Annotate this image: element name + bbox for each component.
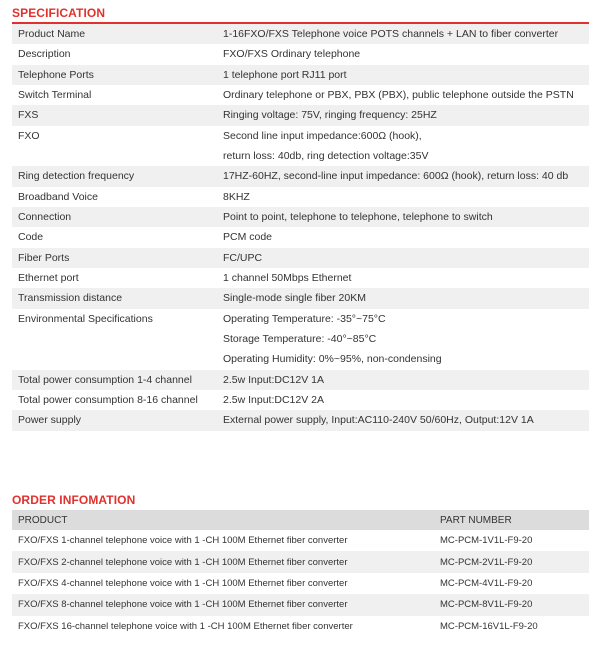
spec-row <box>12 85 589 105</box>
spec-label <box>12 146 217 166</box>
spec-value: Single-mode single fiber 20KM <box>217 288 589 308</box>
spec-value: return loss: 40db, ring detection voltage:35V <box>223 150 429 163</box>
spec-value: Ordinary telephone or PBX, PBX (PBX), public telephone outside the PSTN <box>223 89 574 102</box>
part-number-cell: MC-PCM-2V1L-F9-20 <box>434 551 589 572</box>
spec-value: Point to point, telephone to telephone, telephone to switch <box>217 207 589 227</box>
spec-value: External power supply, Input:AC110-240V 50/60Hz, Output:12V 1A <box>217 410 589 430</box>
spec-row <box>12 44 589 64</box>
order-row <box>12 573 589 594</box>
order-information-title: ORDER INFOMATION <box>12 493 136 507</box>
order-row <box>12 616 589 637</box>
spec-value: 1 telephone port RJ11 port <box>217 65 589 85</box>
product-cell: FXO/FXS 1-channel telephone voice with 1 -CH 100M Ethernet fiber converter <box>18 535 348 547</box>
spec-value: Operating Temperature: -35°~75°C <box>223 312 386 325</box>
spec-label: Product Name <box>12 24 217 44</box>
spec-label <box>12 329 217 349</box>
spec-value: Second line input impedance:600Ω (hook), <box>223 129 422 142</box>
spec-value: Operating Humidity: 0%~95%, non-condensing <box>223 353 442 366</box>
spec-row <box>12 24 589 44</box>
spec-value: FXO/FXS Ordinary telephone <box>223 48 361 61</box>
spec-row <box>12 329 589 349</box>
product-column-header: PRODUCT <box>12 510 434 530</box>
product-cell: FXO/FXS 4-channel telephone voice with 1 -CH 100M Ethernet fiber converter <box>18 577 348 589</box>
spec-label: Ethernet port <box>18 272 79 285</box>
spec-value: Storage Temperature: -40°~85°C <box>223 333 377 346</box>
spec-row <box>12 207 589 227</box>
spec-label: FXS <box>12 105 217 125</box>
part-number-cell: MC-PCM-16V1L-F9-20 <box>440 620 538 632</box>
order-row <box>12 530 589 551</box>
order-table <box>12 510 589 637</box>
spec-label: Environmental Specifications <box>18 312 153 325</box>
spec-label: Code <box>18 231 44 244</box>
specification-title: SPECIFICATION <box>12 6 106 20</box>
order-row <box>12 594 589 615</box>
spec-row <box>12 309 589 329</box>
spec-label: Total power consumption 8-16 channel <box>18 394 198 407</box>
specification-table <box>12 24 589 431</box>
part-number-column-header: PART NUMBER <box>434 510 589 530</box>
spec-label: Telephone Ports <box>12 65 217 85</box>
spec-value: 17HZ-60HZ, second-line input impedance: 600Ω (hook), return loss: 40 db <box>217 166 589 186</box>
spec-row <box>12 390 589 410</box>
spec-value: 1 channel 50Mbps Ethernet <box>223 272 352 285</box>
product-cell: FXO/FXS 8-channel telephone voice with 1 -CH 100M Ethernet fiber converter <box>12 594 434 615</box>
spec-value: PCM code <box>223 231 273 244</box>
spec-row <box>12 288 589 308</box>
spec-label: Description <box>18 48 71 61</box>
spec-value: 1-16FXO/FXS Telephone voice POTS channels + LAN to fiber converter <box>217 24 589 44</box>
spec-label: Total power consumption 1-4 channel <box>12 370 217 390</box>
order-row <box>12 551 589 572</box>
spec-row <box>12 187 589 207</box>
spec-row <box>12 146 589 166</box>
order-header-row <box>12 510 589 530</box>
spec-label: Switch Terminal <box>18 89 92 102</box>
spec-row <box>12 227 589 247</box>
spec-label: Ring detection frequency <box>12 166 217 186</box>
part-number-cell: MC-PCM-4V1L-F9-20 <box>440 577 533 589</box>
spec-row <box>12 410 589 430</box>
product-cell: FXO/FXS 16-channel telephone voice with 1 -CH 100M Ethernet fiber converter <box>18 620 353 632</box>
spec-label: Connection <box>12 207 217 227</box>
spec-row <box>12 126 589 146</box>
part-number-cell: MC-PCM-8V1L-F9-20 <box>434 594 589 615</box>
spec-label: Broadband Voice <box>18 190 98 203</box>
spec-value: 2.5w Input:DC12V 1A <box>217 370 589 390</box>
spec-label: Power supply <box>12 410 217 430</box>
spec-row <box>12 349 589 369</box>
product-cell: FXO/FXS 2-channel telephone voice with 1 -CH 100M Ethernet fiber converter <box>12 551 434 572</box>
spec-label <box>12 349 217 369</box>
spec-row <box>12 370 589 390</box>
spec-row <box>12 65 589 85</box>
part-number-cell: MC-PCM-1V1L-F9-20 <box>440 535 533 547</box>
spec-label: Transmission distance <box>12 288 217 308</box>
spec-row <box>12 248 589 268</box>
spec-row <box>12 166 589 186</box>
spec-value: 2.5w Input:DC12V 2A <box>223 394 324 407</box>
spec-value: FC/UPC <box>217 248 589 268</box>
spec-row <box>12 268 589 288</box>
spec-label: Fiber Ports <box>12 248 217 268</box>
spec-value: 8KHZ <box>223 190 250 203</box>
spec-row <box>12 105 589 125</box>
spec-label: FXO <box>18 129 40 142</box>
spec-value: Ringing voltage: 75V, ringing frequency: 25HZ <box>217 105 589 125</box>
